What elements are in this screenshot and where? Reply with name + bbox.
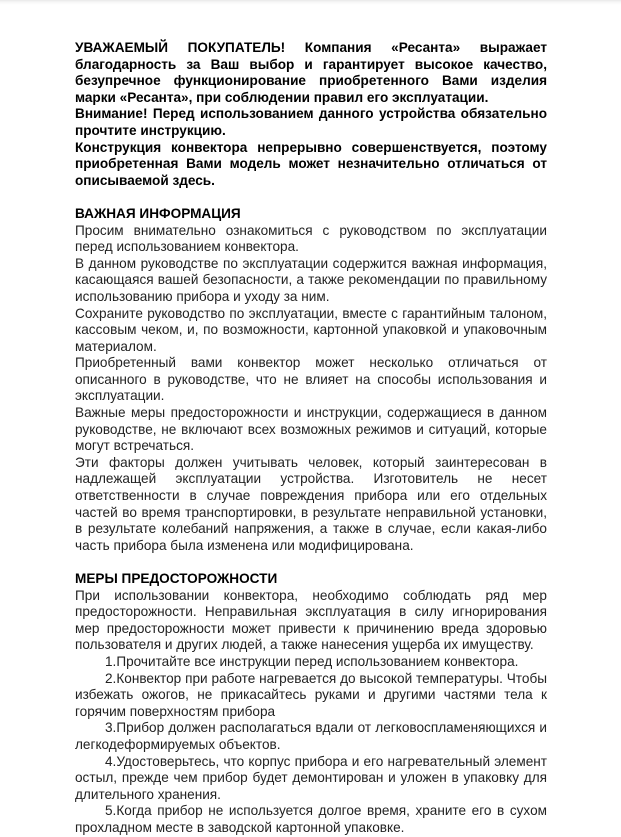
numbered-item: 1.Прочитайте все инструкции перед использованием конвектора. (105, 653, 519, 669)
section-heading: ВАЖНАЯ ИНФОРМАЦИЯ (75, 205, 241, 221)
body-paragraph: В данном руководстве по эксплуатации содержится важная информация, касающаяся вашей безопасности, а также рекомендации по правильному использованию прибора и уходу за ним. (75, 255, 547, 304)
body-paragraph: Просим внимательно ознакомиться с руководством по эксплуатации перед использованием конвектора. (75, 222, 547, 255)
body-paragraph: Эти факторы должен учитывать человек, который заинтересован в надлежащей эксплуатации устройства. Изготовитель не несет ответственности в случае повреждения прибора или его отдельных частей во время транспортировки, в результате неправильной установки, в результате колебаний напряжения, а также в случае, если какая-либо часть прибора была изменена или модифицирована. (75, 454, 547, 553)
body-paragraph: Приобретенный вами конвектор может несколько отличаться от описанного в руководстве, что не влияет на способы использования и эксплуатации. (75, 355, 547, 404)
intro-paragraph: Конструкция конвектора непрерывно совершенствуется, поэтому приобретенная Вами модель может незначительно отличаться от описываемой здесь. (75, 139, 547, 188)
numbered-item: 5.Когда прибор не используется долгое время, храните его в сухом прохладном месте в заводской картонной упаковке. (75, 803, 547, 835)
numbered-item: 3.Прибор должен располагаться вдали от легковоспламеняющихся и легкодеформируемых объектов. (75, 720, 547, 752)
body-paragraph: Сохраните руководство по эксплуатации, вместе с гарантийным талоном, кассовым чеком, и, по возможности, картонной упаковкой и упаковочным материалом. (75, 305, 547, 354)
intro-paragraph: Внимание! Перед использованием данного устройства обязательно прочтите инструкцию. (75, 106, 547, 138)
numbered-item: 2.Конвектор при работе нагревается до высокой температуры. Чтобы избежать ожогов, не прикасайтесь руками и другими частями тела к горячим поверхностям прибора (75, 670, 547, 719)
section-heading: МЕРЫ ПРЕДОСТОРОЖНОСТИ (75, 571, 278, 586)
body-paragraph: Важные меры предосторожности и инструкции, содержащиеся в данном руководстве, не включают всех возможных режимов и ситуаций, которые могут встречаться. (75, 405, 547, 454)
document-content (75, 40, 547, 837)
intro-paragraph: УВАЖАЕМЫЙ ПОКУПАТЕЛЬ! Компания «Ресанта» выражает благодарность за Ваш выбор и гарантирует высокое качество, безупречное функционирование приобретенного Вами изделия марки «Ресанта», при соблюдении правил его эксплуатации. (75, 40, 547, 105)
body-paragraph: При использовании конвектора, необходимо соблюдать ряд мер предосторожности. Неправильная эксплуатация в силу игнорирования мер предосторожности может привести к причинению вреда здоровью пользователя и других людей, а также нанесения ущерба их имуществу. (75, 587, 547, 653)
numbered-item: 4.Удостоверьтесь, что корпус прибора и его нагревательный элемент остыл, прежде чем прибор будет демонтирован и уложен в упаковку для длительного хранения. (75, 753, 547, 802)
